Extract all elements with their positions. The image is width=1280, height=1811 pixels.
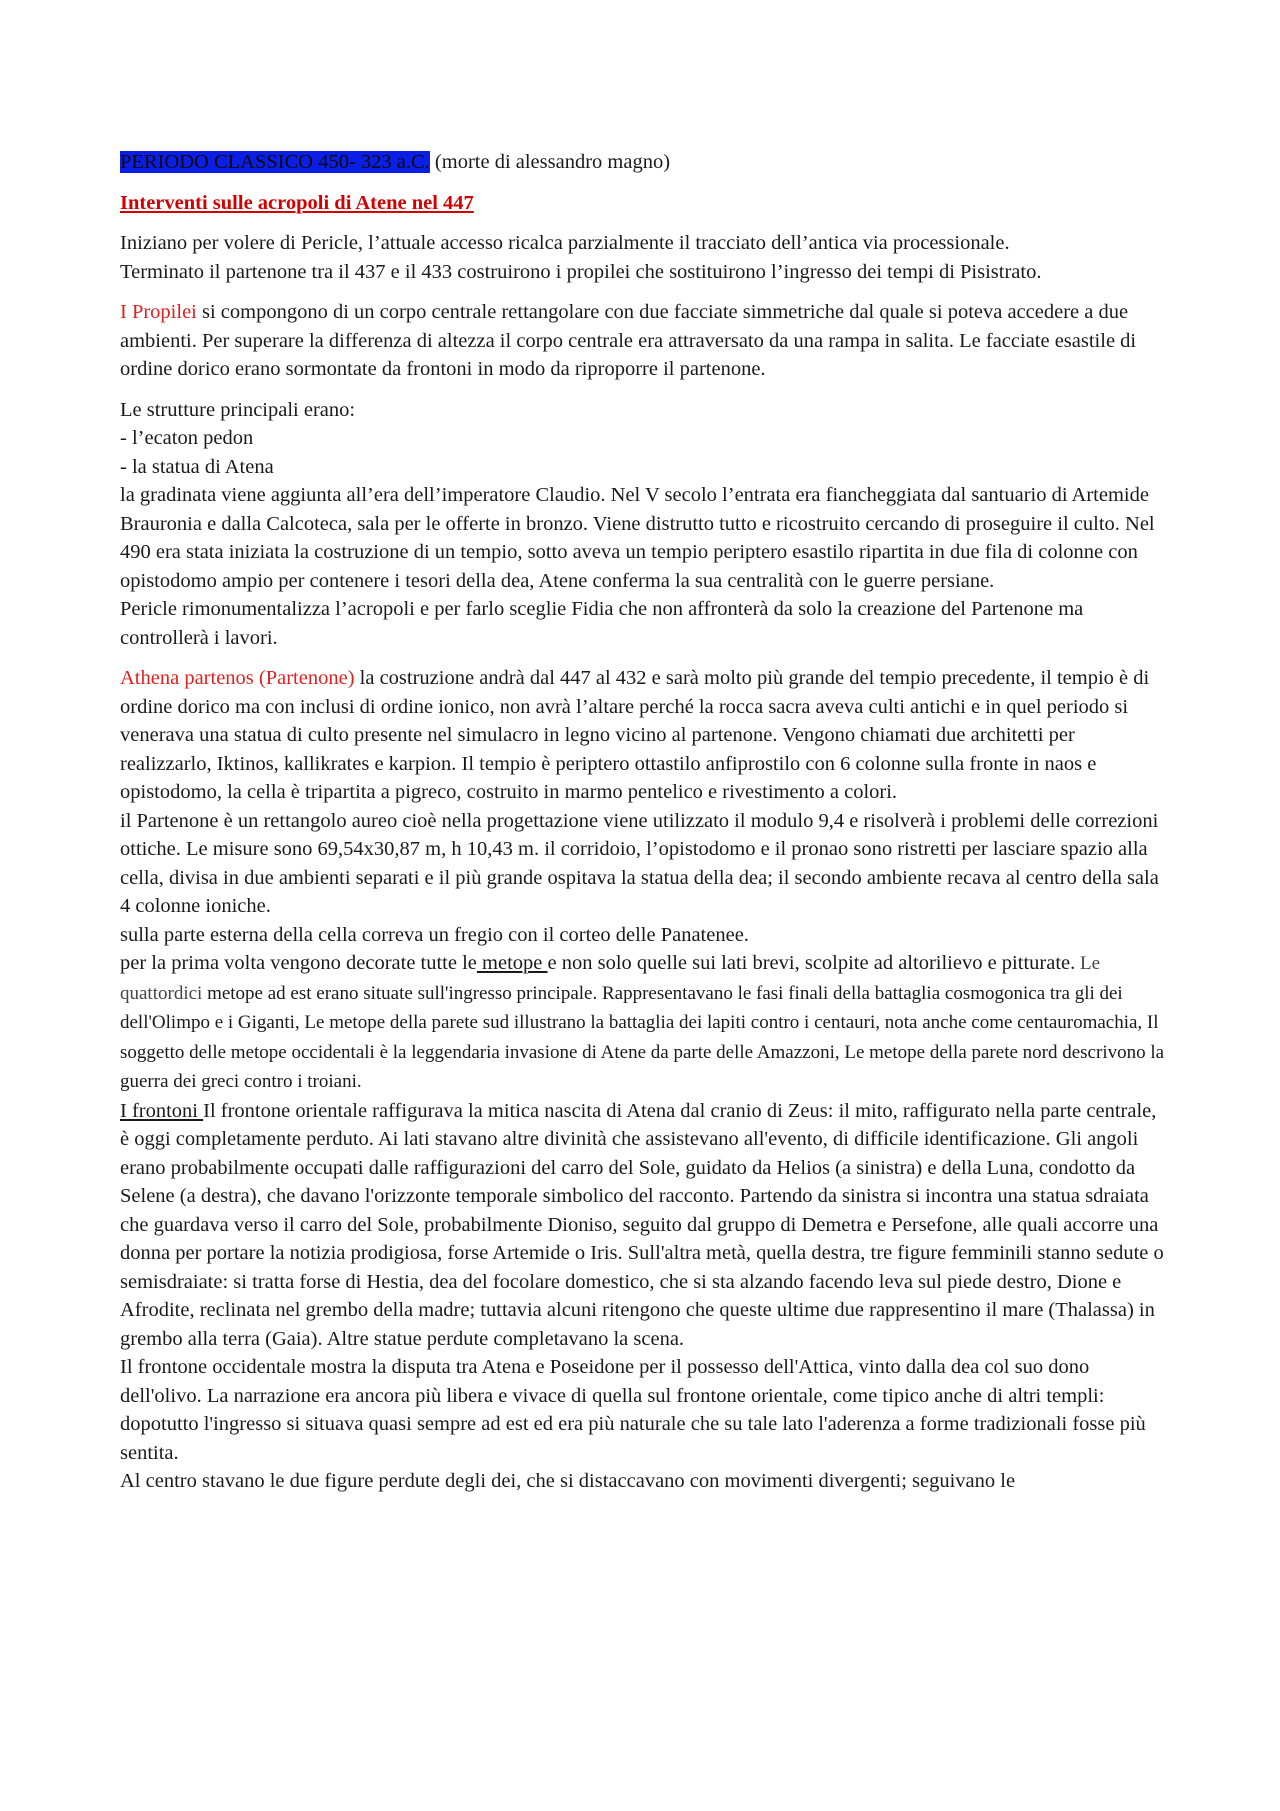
section-title: Interventi sulle acropoli di Atene nel 447 [120, 191, 474, 214]
list-item: - l’ecaton pedon [120, 427, 254, 449]
strutture-intro: Le strutture principali erano: [120, 398, 356, 421]
fregio-paragraph: sulla parte esterna della cella correva un fregio con il corteo delle Panatenee. [120, 923, 749, 946]
document-page [120, 148, 1165, 1496]
frontoni-paragraph: I frontoni Il frontone orientale raffigurava la mitica nascita di Atena dal cranio di Zeus: il mito, raffigurato nella parte centrale, è oggi completamente perduto. Ai lati stavano altre divinità che assistevano all'evento, di difficile identificazione. Gli angoli erano probabilmente occupati dalle raffigurazioni del carro del Sole, guidato da Helios (a sinistra) e della Luna, condotto da Selene (a destra), che davano l'orizzonte temporale simbolico del racconto. Partendo da sinistra si incontra una statua sdraiata che guardava verso il carro del Sole, probabilmente Dioniso, seguito dal gruppo di Demetra e Persefone, alle quali accorre una donna per portare la notizia prodigiosa, forse Artemide o Iris. Sull'altra metà, quella destra, tre figure femminili stanno sedute o semisdraiate: si tratta forse di Hestia, dea del focolare domestico, che si sta alzando facendo leva sul piede destro, Dione e Afrodite, reclinata nel grembo della madre; tuttavia alcuni ritengono che queste ultime due rappresentino il mare (Thalassa) in grembo alla terra (Gaia). Altre statue perdute completavano la scena. [120, 1099, 1164, 1350]
partenone-paragraph: il Partenone è un rettangolo aureo cioè nella progettazione viene utilizzato il modulo 9,4 e risolverà i problemi delle correzioni ottiche. Le misure sono 69,54x30,87 m, h 10,43 m. il corridoio, l’opistodomo e il pronao sono ristretti per lasciare spazio alla cella, divisa in due ambienti separati e il più grande ospitava la statua della dea; il secondo ambiente recava al centro della sala 4 colonne ioniche. [120, 809, 1159, 917]
propilei-label: I Propilei [120, 301, 197, 323]
list-item: - la statua di Atena [120, 455, 274, 478]
frontone-occidentale-paragraph: Il frontone occidentale mostra la disputa tra Atena e Poseidone per il possesso dell'Attica, vinto dalla dea col suo dono dell'olivo. La narrazione era ancora più libera e vivace di quella sul frontone orientale, come tipico anche di altri templi: dopotutto l'ingresso si situava quasi sempre ad est ed era più naturale che su tale lato l'aderenza a forme tradizionali fosse più sentita. [120, 1356, 1146, 1464]
period-highlight: PERIODO CLASSICO 450- 323 a.C. [120, 151, 430, 173]
strutture-text: la gradinata viene aggiunta all’era dell’imperatore Claudio. Nel V secolo l’entrata era fiancheggiata dal santuario di Artemide Brauronia e dalla Calcoteca, sala per le offerte in bronzo. Viene distrutto tutto e ricostruito cercando di proseguire il culto. Nel 490 era stata iniziata la costruzione di un tempio, sotto aveva un tempio periptero esastilo ripartita in due fila di colonne con opistodomo ampio per contenere i tesori della dea, Atene conferma la sua centralità con le guerre persiane. [120, 484, 1155, 592]
period-heading [120, 148, 1165, 177]
athena-label: Athena partenos (Partenone) [120, 667, 355, 689]
final-paragraph: Al centro stavano le due figure perdute degli dei, che si distaccavano con movimenti divergenti; seguivano le [120, 1470, 1016, 1492]
athena-paragraph: Athena partenos (Partenone) la costruzione andrà dal 447 al 432 e sarà molto più grande del tempio precedente, il tempio è di ordine dorico ma con inclusi di ordine ionico, non avrà l’altare perché la rocca sacra aveva culti antichi e in quel periodo si venerava una statua di culto presente nel simulacro in legno vicino al partenone. Vengono chiamati due architetti per realizzarlo, Iktinos, kallikrates e karpion. Il tempio è periptero ottastilo anfiprostilo con 6 colonne sulla fronte in naos e opistodomo, la cella è tripartita a pigreco, costruito in marmo pentelico e rivestimento a colori. [120, 667, 1150, 803]
pericle-text: Pericle rimonumentalizza l’acropoli e per farlo sceglie Fidia che non affronterà da solo la creazione del Partenone ma controllerà i lavori. [120, 598, 1084, 649]
intro-paragraph: Iniziano per volere di Pericle, l’attuale accesso ricalca parzialmente il tracciato dell’antica via processionale. Terminato il partenone tra il 437 e il 433 costruirono i propilei che sostituirono l’ingresso dei tempi di Pisistrato. [120, 232, 1042, 283]
period-note: (morte di alessandro magno) [429, 151, 671, 173]
frontoni-label: I frontoni [120, 1099, 204, 1122]
strutture-paragraph [120, 396, 1165, 653]
metope-paragraph: per la prima volta vengono decorate tutte le metope e non solo quelle sui lati brevi, scolpite ad altorilievo e pitturate. Le quattordici metope ad est erano situate sull'ingresso principale. Rappresentavano le fasi finali della battaglia cosmogonica tra gli dei dell'Olimpo e i Giganti, Le metope della parete sud illustrano la battaglia dei lapiti contro i centauri, nota anche come centauromachia, Il soggetto delle metope occidentali è la leggendaria invasione di Atene da parte delle Amazzoni, Le metope della parete nord descrivono la guerra dei greci contro i troiani. [120, 952, 1165, 1092]
propilei-paragraph: I Propilei si compongono di un corpo centrale rettangolare con due facciate simmetriche dal quale si poteva accedere a due ambienti. Per superare la differenza di altezza il corpo centrale era attraversato da una rampa in salita. Le facciate esastile di ordine dorico erano sormontate da frontoni in modo da riproporre il partenone. [120, 301, 1137, 380]
metope-link: metope [476, 952, 548, 974]
